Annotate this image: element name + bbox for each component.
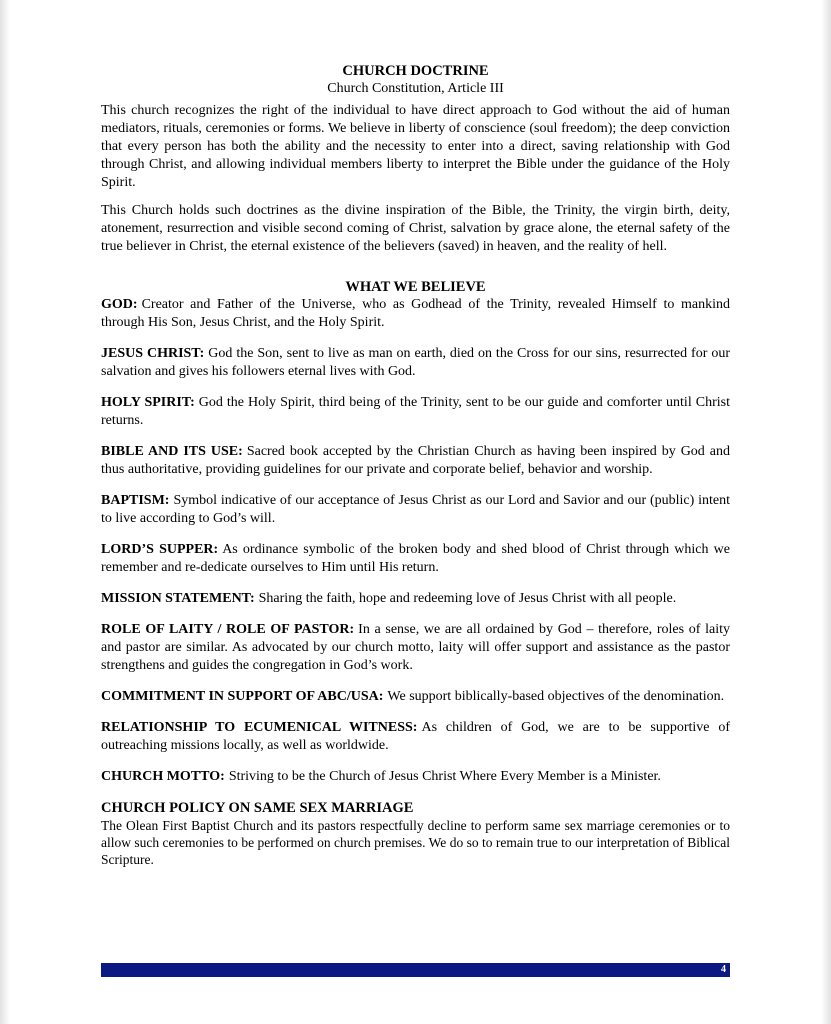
- belief-text: God the Holy Spirit, third being of the Trinity, sent to be our guide and comforter until Christ returns.: [101, 395, 730, 428]
- belief-item: [101, 394, 730, 430]
- belief-term: RELATIONSHIP TO ECUMENICAL WITNESS:: [101, 720, 418, 735]
- belief-term: MISSION STATEMENT:: [101, 591, 255, 606]
- belief-term: BAPTISM:: [101, 493, 170, 508]
- belief-text: Sacred book accepted by the Christian Church as having been inspired by God and thus authoritative, providing guidelines for our private and corporate belief, behavior and worship.: [101, 444, 731, 477]
- belief-text: Sharing the faith, hope and redeeming love of Jesus Christ with all people.: [258, 591, 677, 606]
- page-subtitle: Church Constitution, Article III: [327, 81, 504, 96]
- belief-term: JESUS CHRIST:: [101, 346, 205, 361]
- page-title: CHURCH DOCTRINE: [342, 63, 489, 79]
- belief-text: Creator and Father of the Universe, who as Godhead of the Trinity, revealed Himself to mankind through His Son, Jesus Christ, and the Holy Spirit.: [101, 297, 730, 330]
- belief-item: [101, 443, 730, 479]
- beliefs-list: [101, 296, 730, 786]
- intro-paragraph-1: This church recognizes the right of the individual to have direct approach to God without the aid of human mediators, rituals, ceremonies or forms. We believe in liberty of conscience (soul freedom); the deep conviction that every person has both the ability and the necessity to enter into a direct, saving relationship with God through Christ, and allowing individual members liberty to interpret the Bible under the guidance of the Holy Spirit.: [101, 103, 730, 190]
- belief-text: As ordinance symbolic of the broken body and shed blood of Christ through which we remember and re-dedicate ourselves to Him until His return.: [101, 542, 730, 575]
- document-page: [101, 62, 730, 868]
- belief-item: [101, 296, 730, 332]
- intro-paragraph-2: This Church holds such doctrines as the divine inspiration of the Bible, the Trinity, the virgin birth, deity, atonement, resurrection and visible second coming of Christ, salvation by grace alone, the eternal safety of the true believer in Christ, the eternal existence of the believers (saved) in heaven, and the reality of hell.: [101, 203, 730, 254]
- belief-term: ROLE OF LAITY / ROLE OF PASTOR:: [101, 622, 355, 637]
- belief-term: BIBLE AND ITS USE:: [101, 444, 243, 459]
- belief-term: LORD’S SUPPER:: [101, 542, 219, 557]
- belief-item: [101, 768, 730, 786]
- section-title-beliefs: WHAT WE BELIEVE: [345, 279, 486, 295]
- page-edge-right: [821, 0, 831, 1024]
- belief-text: In a sense, we are all ordained by God – therefore, roles of laity and pastor are similar. As advocated by our church motto, laity will offer support and assistance as the pastor strengthens and guides the congregation in God’s work.: [101, 622, 730, 673]
- footer-bar: [101, 963, 730, 977]
- belief-text: We support biblically-based objectives of the denomination.: [387, 689, 725, 704]
- belief-item: [101, 541, 730, 577]
- belief-text: As children of God, we are to be supportive of outreaching missions locally, as well as worldwide.: [101, 720, 730, 753]
- policy-title: CHURCH POLICY ON SAME SEX MARRIAGE: [101, 800, 414, 816]
- belief-item: [101, 492, 730, 528]
- page-edge-left: [0, 0, 10, 1024]
- belief-text: God the Son, sent to live as man on earth, died on the Cross for our sins, resurrected for our salvation and gives his followers eternal lives with God.: [101, 346, 730, 379]
- belief-term: HOLY SPIRIT:: [101, 395, 195, 410]
- belief-item: [101, 688, 730, 706]
- belief-term: COMMITMENT IN SUPPORT OF ABC/USA:: [101, 689, 384, 704]
- belief-term: CHURCH MOTTO:: [101, 769, 225, 784]
- policy-text: The Olean First Baptist Church and its pastors respectfully decline to perform same sex marriage ceremonies or to allow such ceremonies to be performed on church premises. We do so to remain true to our interpretation of Biblical Scripture.: [101, 818, 730, 867]
- belief-item: [101, 719, 730, 755]
- belief-text: Symbol indicative of our acceptance of Jesus Christ as our Lord and Savior and our (public) intent to live according to God’s will.: [101, 493, 730, 526]
- page-number: 4: [721, 964, 726, 975]
- belief-text: Striving to be the Church of Jesus Christ Where Every Member is a Minister.: [228, 769, 661, 784]
- belief-item: [101, 590, 730, 608]
- belief-term: GOD:: [101, 297, 138, 312]
- belief-item: [101, 345, 730, 381]
- belief-item: [101, 621, 730, 675]
